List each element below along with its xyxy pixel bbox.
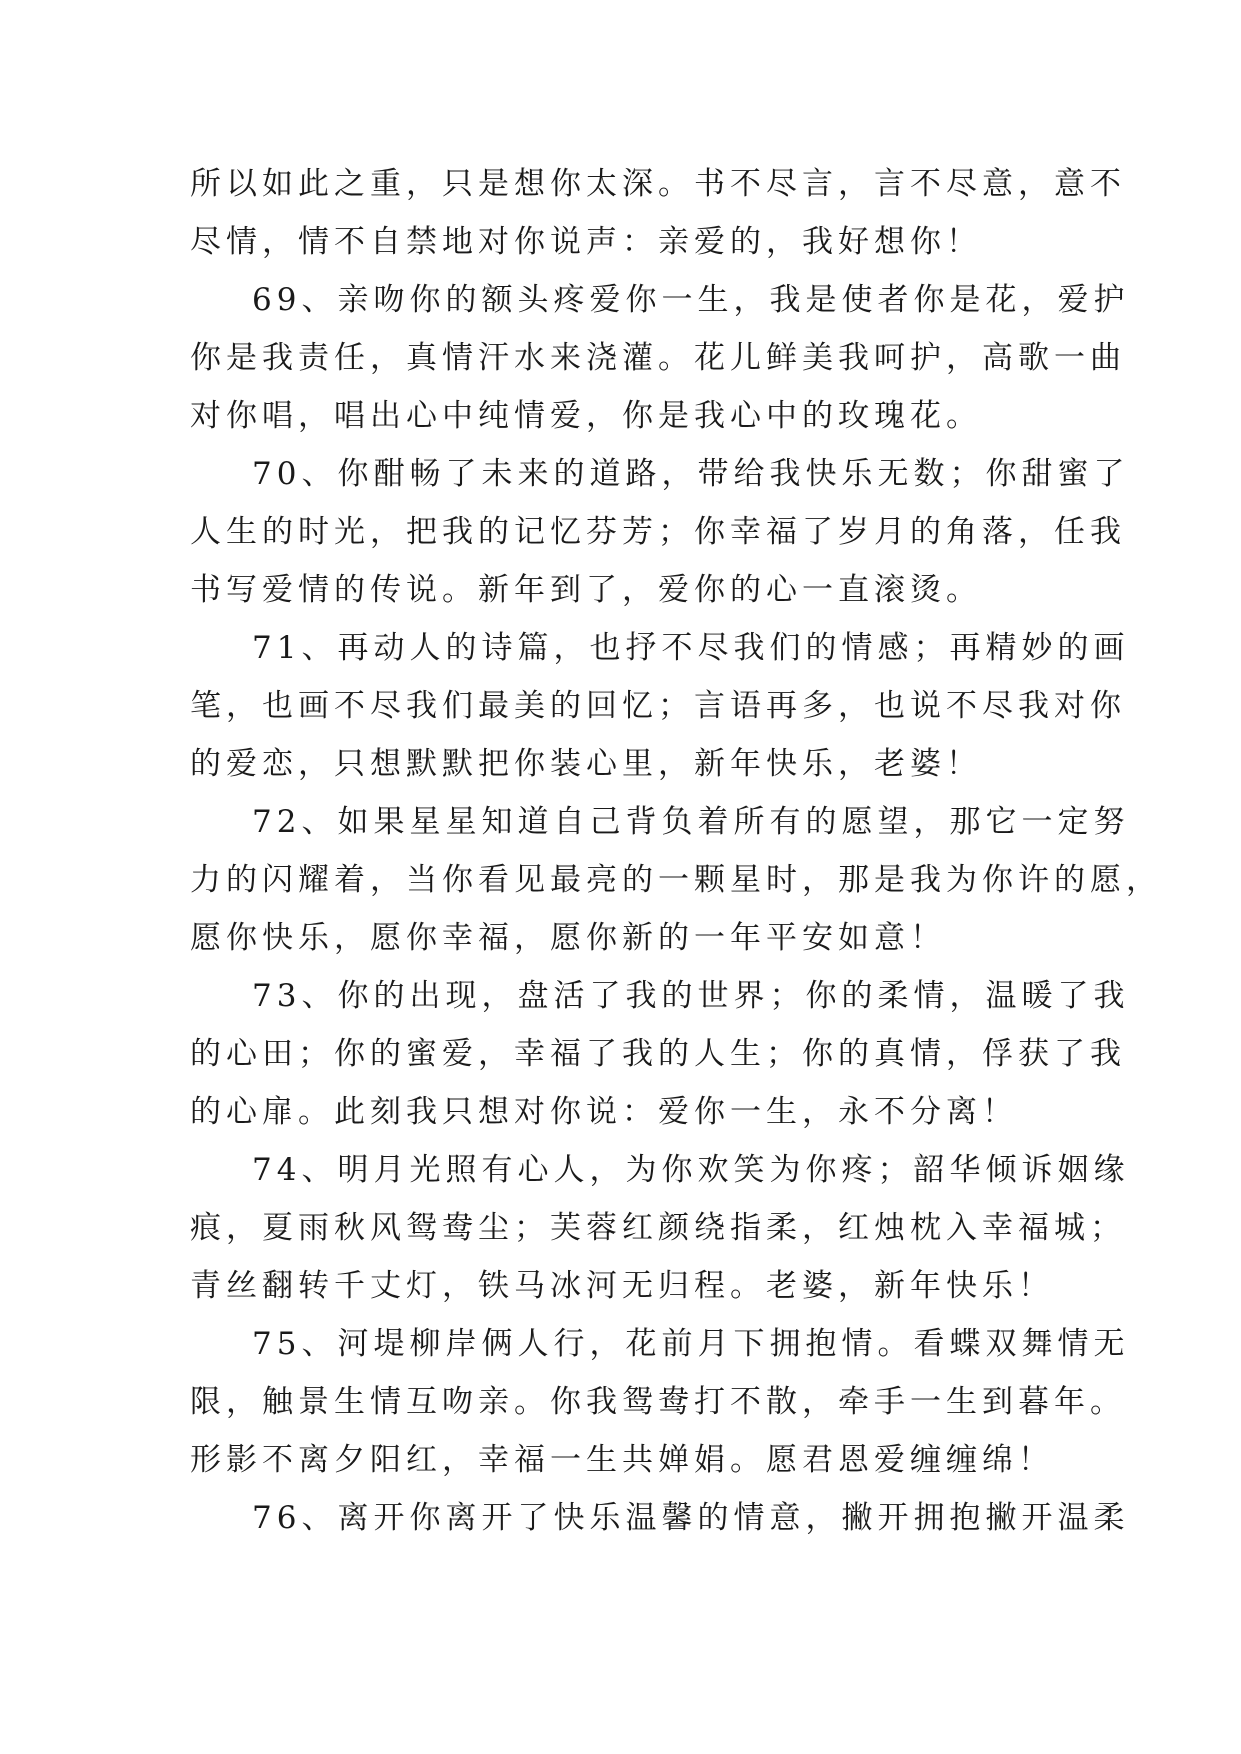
document-body bbox=[190, 155, 1162, 1547]
text-line: 限，触景生情互吻亲。你我鸳鸯打不散，牵手一生到暮年。 bbox=[190, 1384, 1126, 1420]
paragraph-start-75: 75、河堤柳岸俩人行，花前月下拥抱情。看蝶双舞情无 bbox=[252, 1326, 1130, 1362]
text-line: 人生的时光，把我的记忆芬芳；你幸福了岁月的角落，任我 bbox=[190, 514, 1126, 550]
text-line: 痕，夏雨秋风鸳鸯尘；芙蓉红颜绕指柔，红烛枕入幸福城； bbox=[190, 1210, 1126, 1246]
paragraph-start-69: 69、亲吻你的额头疼爱你一生，我是使者你是花，爱护 bbox=[252, 282, 1130, 318]
text-line: 力的闪耀着，当你看见最亮的一颗星时，那是我为你许的愿， bbox=[190, 862, 1162, 898]
paragraph-start-73: 73、你的出现，盘活了我的世界；你的柔情，温暖了我 bbox=[252, 978, 1130, 1014]
text-line: 对你唱，唱出心中纯情爱，你是我心中的玫瑰花。 bbox=[190, 398, 982, 434]
text-line: 愿你快乐，愿你幸福，愿你新的一年平安如意！ bbox=[190, 920, 946, 956]
text-line: 书写爱情的传说。新年到了，爱你的心一直滚烫。 bbox=[190, 572, 982, 608]
text-line: 形影不离夕阳红，幸福一生共婵娟。愿君恩爱缠缠绵！ bbox=[190, 1442, 1054, 1478]
paragraph-start-71: 71、再动人的诗篇，也抒不尽我们的情感；再精妙的画 bbox=[252, 630, 1130, 666]
text-line: 青丝翻转千丈灯，铁马冰河无归程。老婆，新年快乐！ bbox=[190, 1268, 1054, 1304]
text-line: 的爱恋，只想默默把你装心里，新年快乐，老婆！ bbox=[190, 746, 982, 782]
paragraph-start-74: 74、明月光照有心人，为你欢笑为你疼；韶华倾诉姻缘 bbox=[252, 1152, 1130, 1188]
paragraph-start-76: 76、离开你离开了快乐温馨的情意，撇开拥抱撇开温柔 bbox=[252, 1500, 1130, 1536]
paragraph-start-72: 72、如果星星知道自己背负着所有的愿望，那它一定努 bbox=[252, 804, 1130, 840]
text-line: 的心田；你的蜜爱，幸福了我的人生；你的真情，俘获了我 bbox=[190, 1036, 1126, 1072]
text-line: 的心扉。此刻我只想对你说：爱你一生，永不分离！ bbox=[190, 1094, 1018, 1130]
text-line: 尽情，情不自禁地对你说声：亲爱的，我好想你！ bbox=[190, 224, 982, 260]
paragraph-start-70: 70、你酣畅了未来的道路，带给我快乐无数；你甜蜜了 bbox=[252, 456, 1130, 492]
text-line: 你是我责任，真情汗水来浇灌。花儿鲜美我呵护，高歌一曲 bbox=[190, 340, 1126, 376]
text-line: 笔，也画不尽我们最美的回忆；言语再多，也说不尽我对你 bbox=[190, 688, 1126, 724]
text-line: 所以如此之重，只是想你太深。书不尽言，言不尽意，意不 bbox=[190, 166, 1126, 202]
